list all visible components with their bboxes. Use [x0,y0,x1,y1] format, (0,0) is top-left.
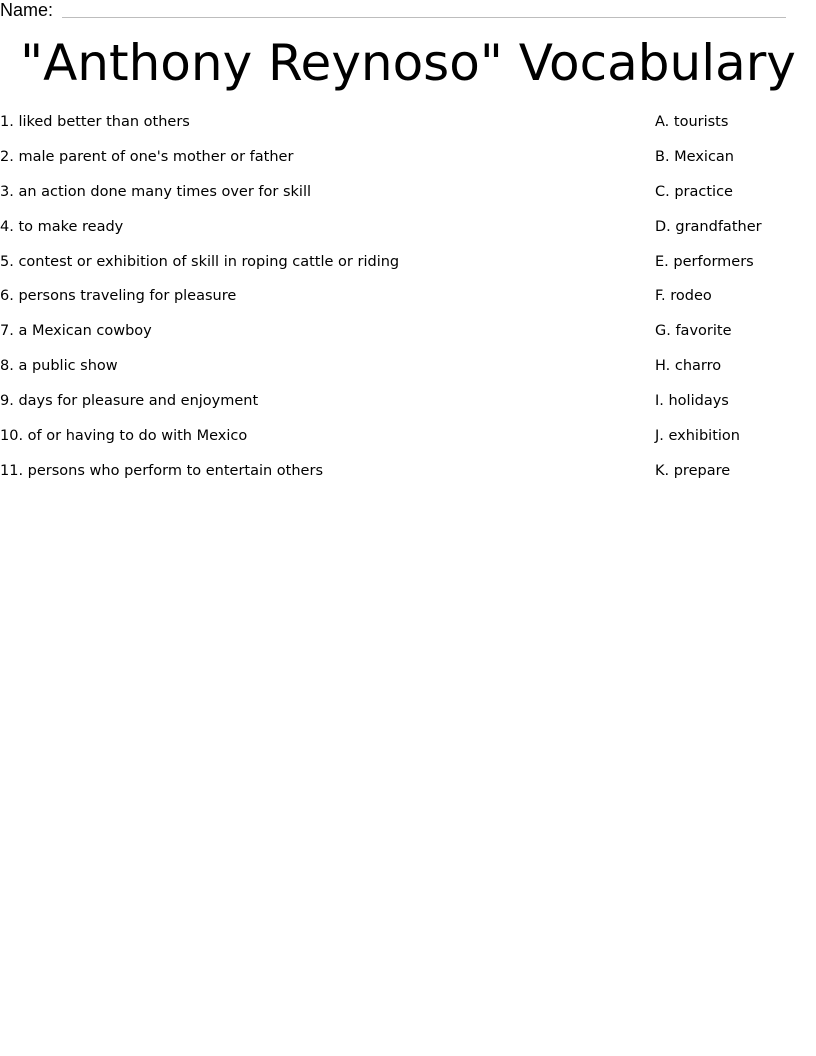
answer-item: G. favorite [655,323,732,340]
answer-item: B. Mexican [655,148,734,165]
answer-item: F. rodeo [655,288,712,305]
name-line[interactable] [62,17,786,18]
clue-item: 8. a public show [0,358,118,375]
clue-item: 7. a Mexican cowboy [0,323,152,340]
clue-item: 3. an action done many times over for skill [0,183,312,200]
clue-item: 11. persons who perform to entertain others [0,462,323,479]
answer-item: I. holidays [655,393,729,410]
clue-item: 1. liked better than others [0,114,190,130]
name-label: Name: [0,0,54,20]
clue-item: 5. contest or exhibition of skill in roping cattle or riding [0,253,400,270]
answer-item: D. grandfather [655,218,762,235]
clue-item: 2. male parent of one's mother or father [0,148,294,165]
clue-item: 6. persons traveling for pleasure [0,288,237,305]
clue-item: 4. to make ready [0,218,124,235]
answer-item: C. practice [655,183,733,200]
page-title: "Anthony Reynoso" Vocabulary [20,34,796,92]
answer-item: A. tourists [655,114,729,130]
answer-item: E. performers [655,253,754,270]
answer-list [655,112,815,496]
answer-item: H. charro [655,358,722,375]
answer-item: J. exhibition [655,428,740,445]
clue-item: 10. of or having to do with Mexico [0,428,248,445]
clue-list [0,112,620,496]
name-field[interactable] [0,0,790,20]
clue-item: 9. days for pleasure and enjoyment [0,393,259,410]
answer-item: K. prepare [655,462,731,479]
